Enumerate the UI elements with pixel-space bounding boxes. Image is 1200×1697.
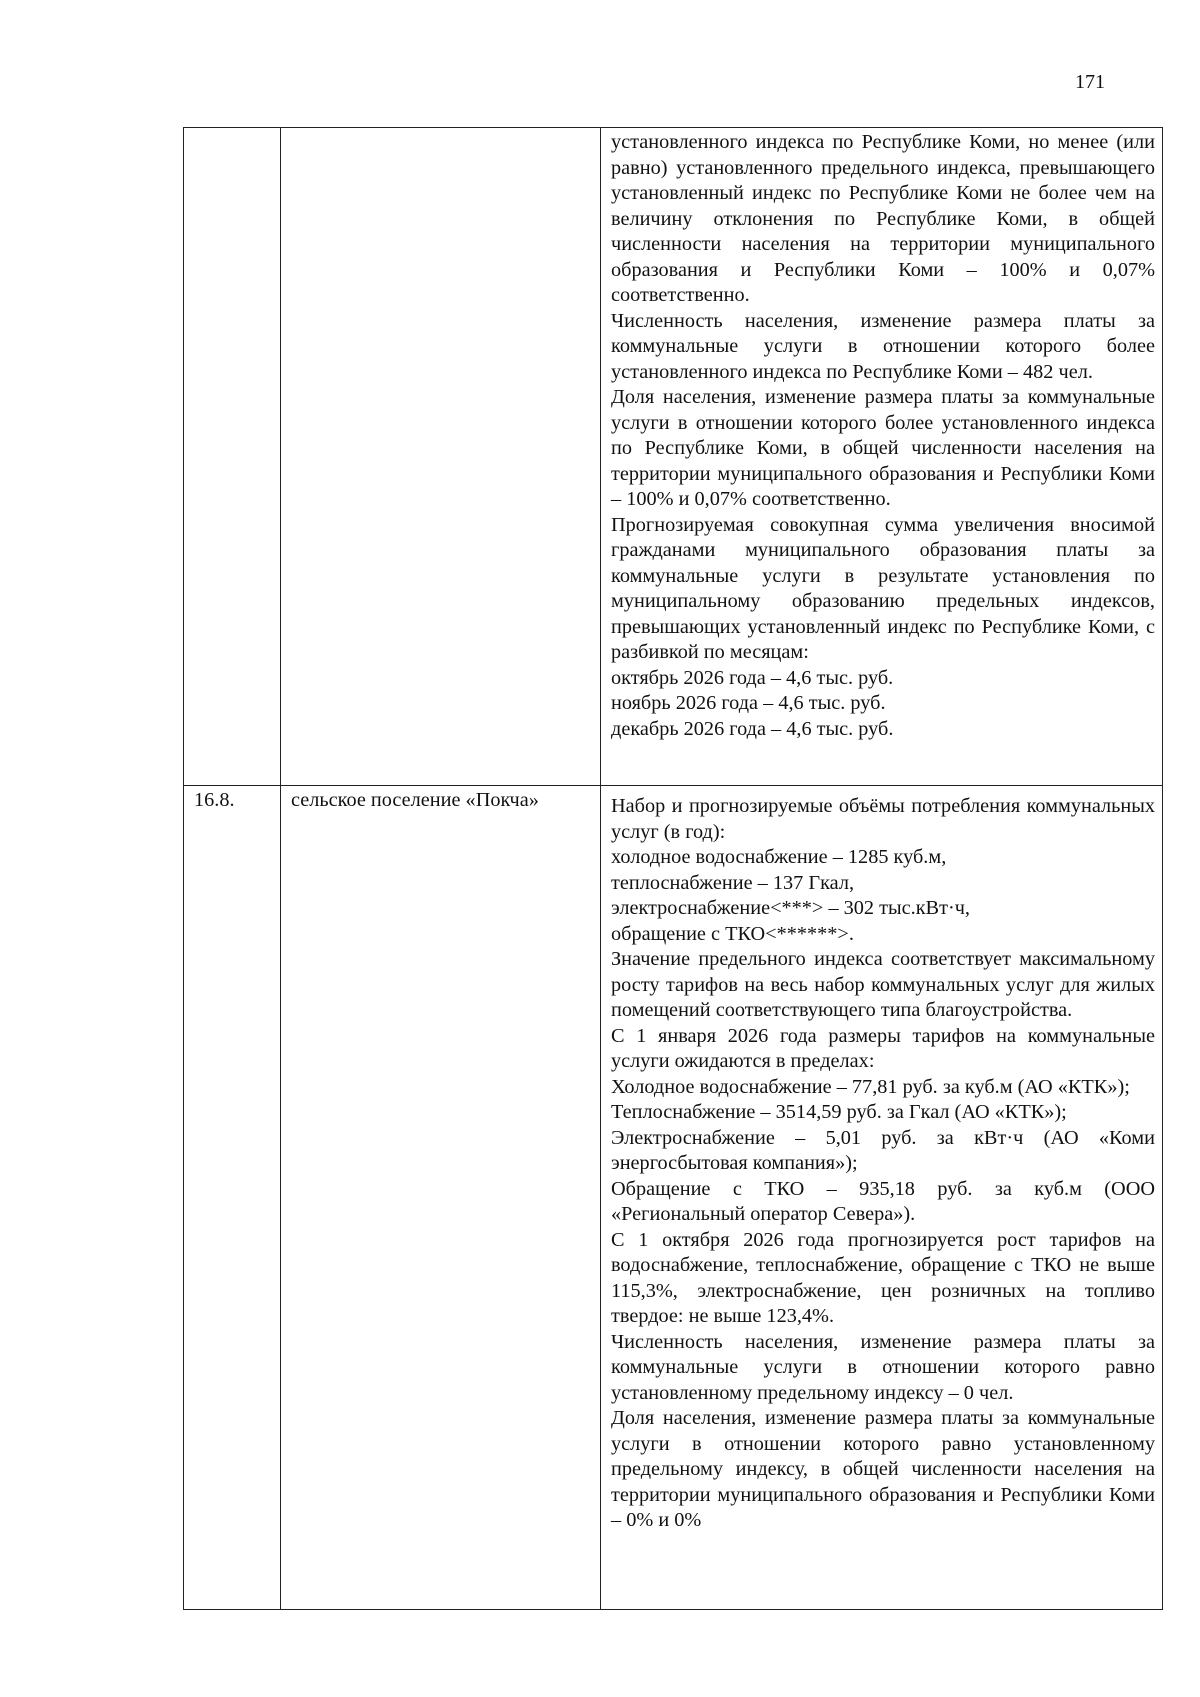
description-cell [601,128,1163,786]
paragraph: Численность населения, изменение размера платы за коммунальные услуги в отношении которого равно установленному предельному индексу – 0 чел. [611,1330,1155,1404]
table-row [184,128,1163,786]
row-number-cell [184,128,281,786]
table-row [184,786,1163,1610]
paragraph: Обращение с ТКО – 935,18 руб. за куб.м (ООО «Региональный оператор Севера»). [611,1177,1155,1225]
row-number-cell: 16.8. [184,786,281,1610]
municipality-name-cell [281,128,601,786]
description-cell [601,786,1163,1610]
paragraph: установленного индекса по Республике Коми, но менее (или равно) установленного предельного индекса, превышающего установленный индекс по Республике Коми не более чем на величину отклонения по Республике Коми, в общей численности населения на территории муниципального образования и Республики Коми – 100% и 0,07% соответственно. [611,131,1155,306]
paragraph: С 1 октября 2026 года прогнозируется рост тарифов на водоснабжение, теплоснабжение, обращение с ТКО не выше 115,3%, электроснабжение, цен розничных на топливо твердое: не выше 123,4%. [611,1228,1155,1327]
paragraph: Численность населения, изменение размера платы за коммунальные услуги в отношении которого более установленного индекса по Республике Коми – 482 чел. [611,309,1155,383]
municipality-name-cell: сельское поселение «Покча» [281,786,601,1610]
paragraph: октябрь 2026 года – 4,6 тыс. руб. [611,666,894,689]
paragraph: ноябрь 2026 года – 4,6 тыс. руб. [611,692,886,714]
paragraph: теплоснабжение – 137 Гкал, [611,871,855,894]
paragraph: электроснабжение<***> – 302 тыс.кВт·ч, [611,897,970,919]
paragraph: Холодное водоснабжение – 77,81 руб. за куб.м (АО «КТК»); [611,1075,1130,1098]
paragraph: Доля населения, изменение размера платы за коммунальные услуги в отношении которого равно установленному предельному индексу, в общей численности населения на территории муниципального образования и Республики Коми – 0% и 0% [611,1407,1155,1531]
paragraph: Набор и прогнозируемые объёмы потребления коммунальных услуг (в год): [611,795,1155,843]
paragraph: Прогнозируемая совокупная сумма увеличения вносимой гражданами муниципального образования платы за коммунальные услуги в результате установления по муниципальному образованию предельных индексов, превышающих установленный индекс по Республике Коми, с разбивкой по месяцам: [611,513,1155,663]
paragraph: обращение с ТКО<******>. [611,922,854,945]
paragraph: Доля населения, изменение размера платы за коммунальные услуги в отношении которого более установленного индекса по Республике Коми, в общей численности населения на территории муниципального образования и Республики Коми – 100% и 0,07% соответственно. [611,386,1155,510]
paragraph: холодное водоснабжение – 1285 куб.м, [611,846,947,868]
paragraph: декабрь 2026 года – 4,6 тыс. руб. [611,717,894,740]
paragraph: С 1 января 2026 года размеры тарифов на коммунальные услуги ожидаются в пределах: [611,1024,1155,1072]
paragraph: Значение предельного индекса соответствует максимальному росту тарифов на весь набор коммунальных услуг для жилых помещений соответствующего типа благоустройства. [611,948,1155,1021]
page-number: 171 [1075,71,1105,93]
document-table [183,127,1163,1610]
paragraph: Теплоснабжение – 3514,59 руб. за Гкал (АО «КТК»); [611,1101,1067,1123]
paragraph: Электроснабжение – 5,01 руб. за кВт·ч (АО «Коми энергосбытовая компания»); [611,1126,1155,1174]
